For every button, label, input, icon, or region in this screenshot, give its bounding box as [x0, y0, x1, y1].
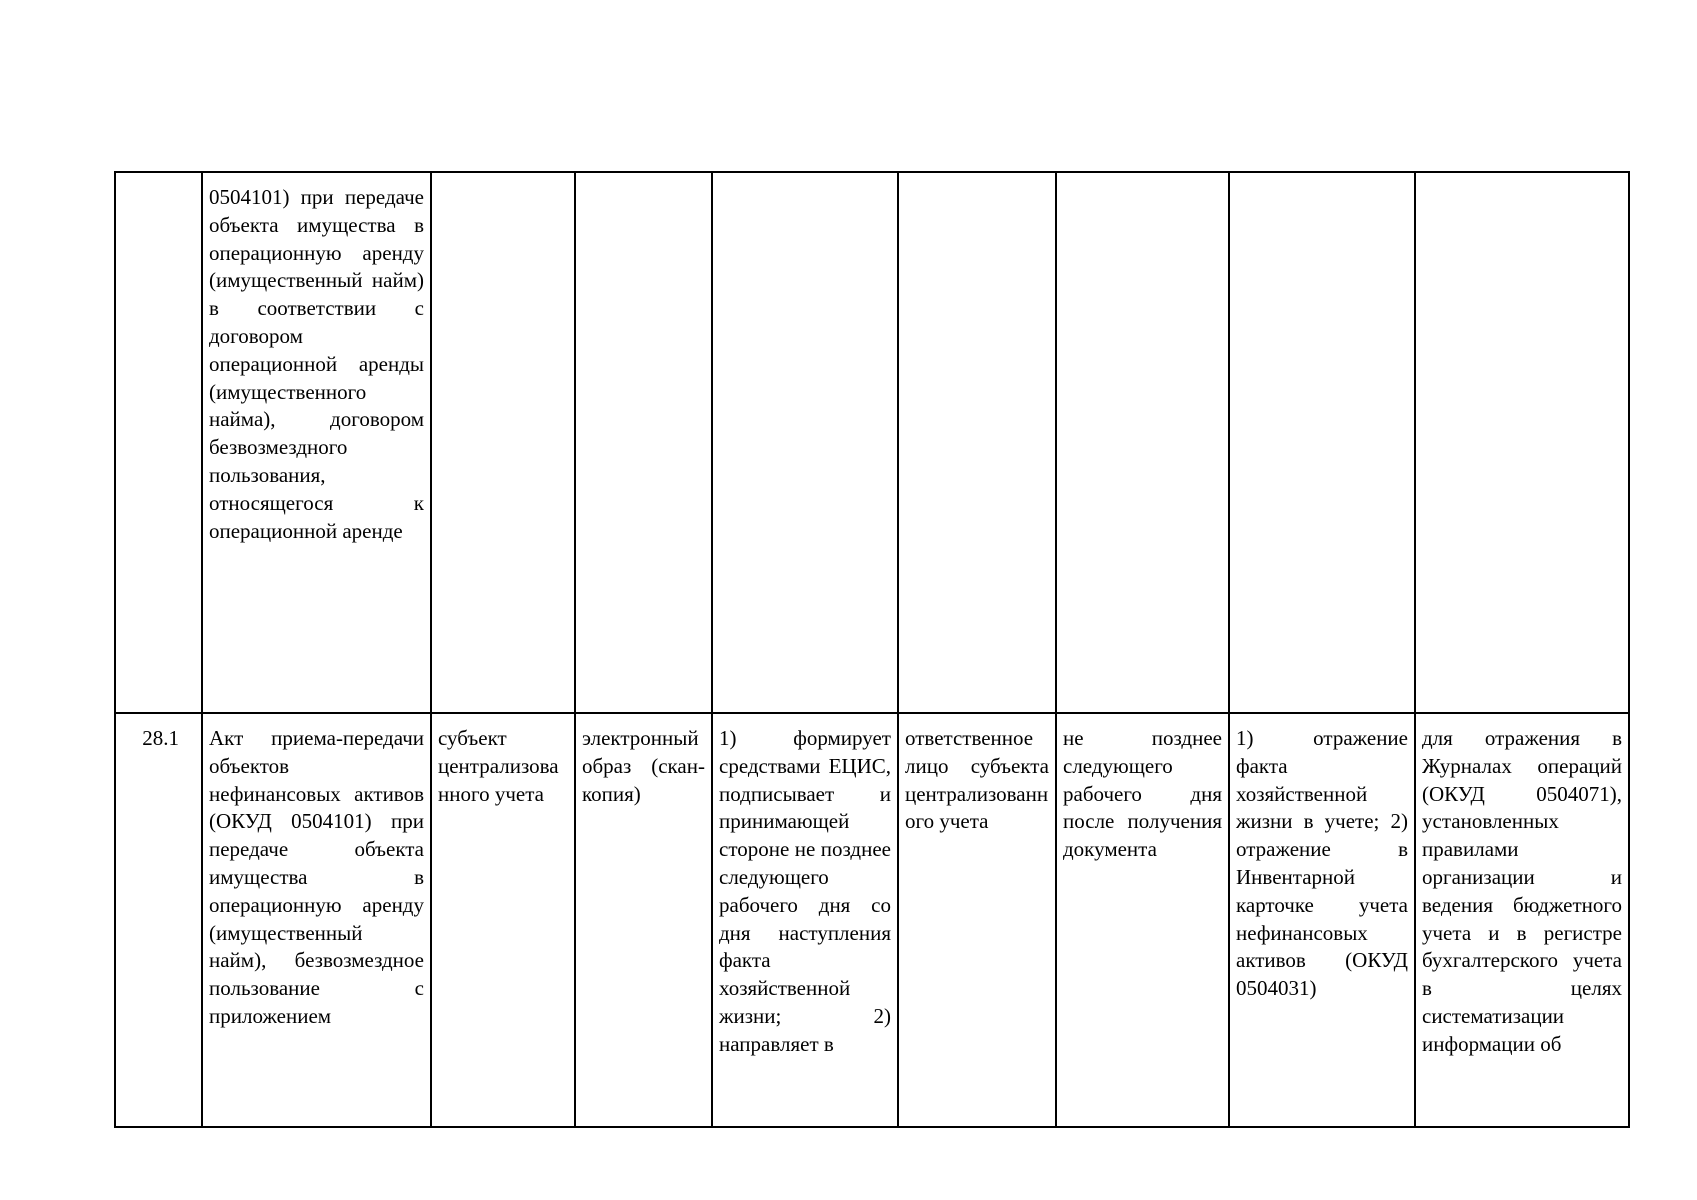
composer-cell — [431, 172, 575, 713]
table-row — [115, 713, 1629, 1127]
deadline-cell: не позднее следующего рабочего дня после получения документа — [1056, 713, 1229, 1127]
action-cell — [712, 172, 898, 713]
deadline-cell — [1056, 172, 1229, 713]
document-cell: Акт приема-передачи объектов нефинансовых активов (ОКУД 0504101) при передаче объекта имущества в операционную аренду (имущественный найм), безвозмездное пользование с приложением — [202, 713, 431, 1127]
form-cell: электронный образ (скан-копия) — [575, 713, 712, 1127]
purpose-cell — [1415, 172, 1629, 713]
responsible-cell — [898, 172, 1056, 713]
responsible-cell: ответственное лицо субъекта централизованного учета — [898, 713, 1056, 1127]
composer-cell: субъект централизованного учета — [431, 713, 575, 1127]
row-number-cell — [115, 172, 202, 713]
table-row — [115, 172, 1629, 713]
accounting-cell — [1229, 172, 1415, 713]
form-cell — [575, 172, 712, 713]
purpose-cell: для отражения в Журналах операций (ОКУД 0504071), установленных правилами организации и ведения бюджетного учета и в регистре бухгалтерского учета в целях систематизации информации об — [1415, 713, 1629, 1127]
accounting-cell: 1) отражение факта хозяйственной жизни в учете; 2) отражение в Инвентарной карточке учета нефинансовых активов (ОКУД 0504031) — [1229, 713, 1415, 1127]
row-number-cell: 28.1 — [115, 713, 202, 1127]
document-cell: 0504101) при передаче объекта имущества в операционную аренду (имущественный найм) в соответствии с договором операционной аренды (имущественного найма), договором безвозмездного пользования, относящегося к операционной аренде — [202, 172, 431, 713]
action-cell: 1) формирует средствами ЕЦИС, подписывает и принимающей стороне не позднее следующего рабочего дня со дня наступления факта хозяйственной жизни; 2) направляет в — [712, 713, 898, 1127]
document-table — [114, 171, 1630, 1128]
